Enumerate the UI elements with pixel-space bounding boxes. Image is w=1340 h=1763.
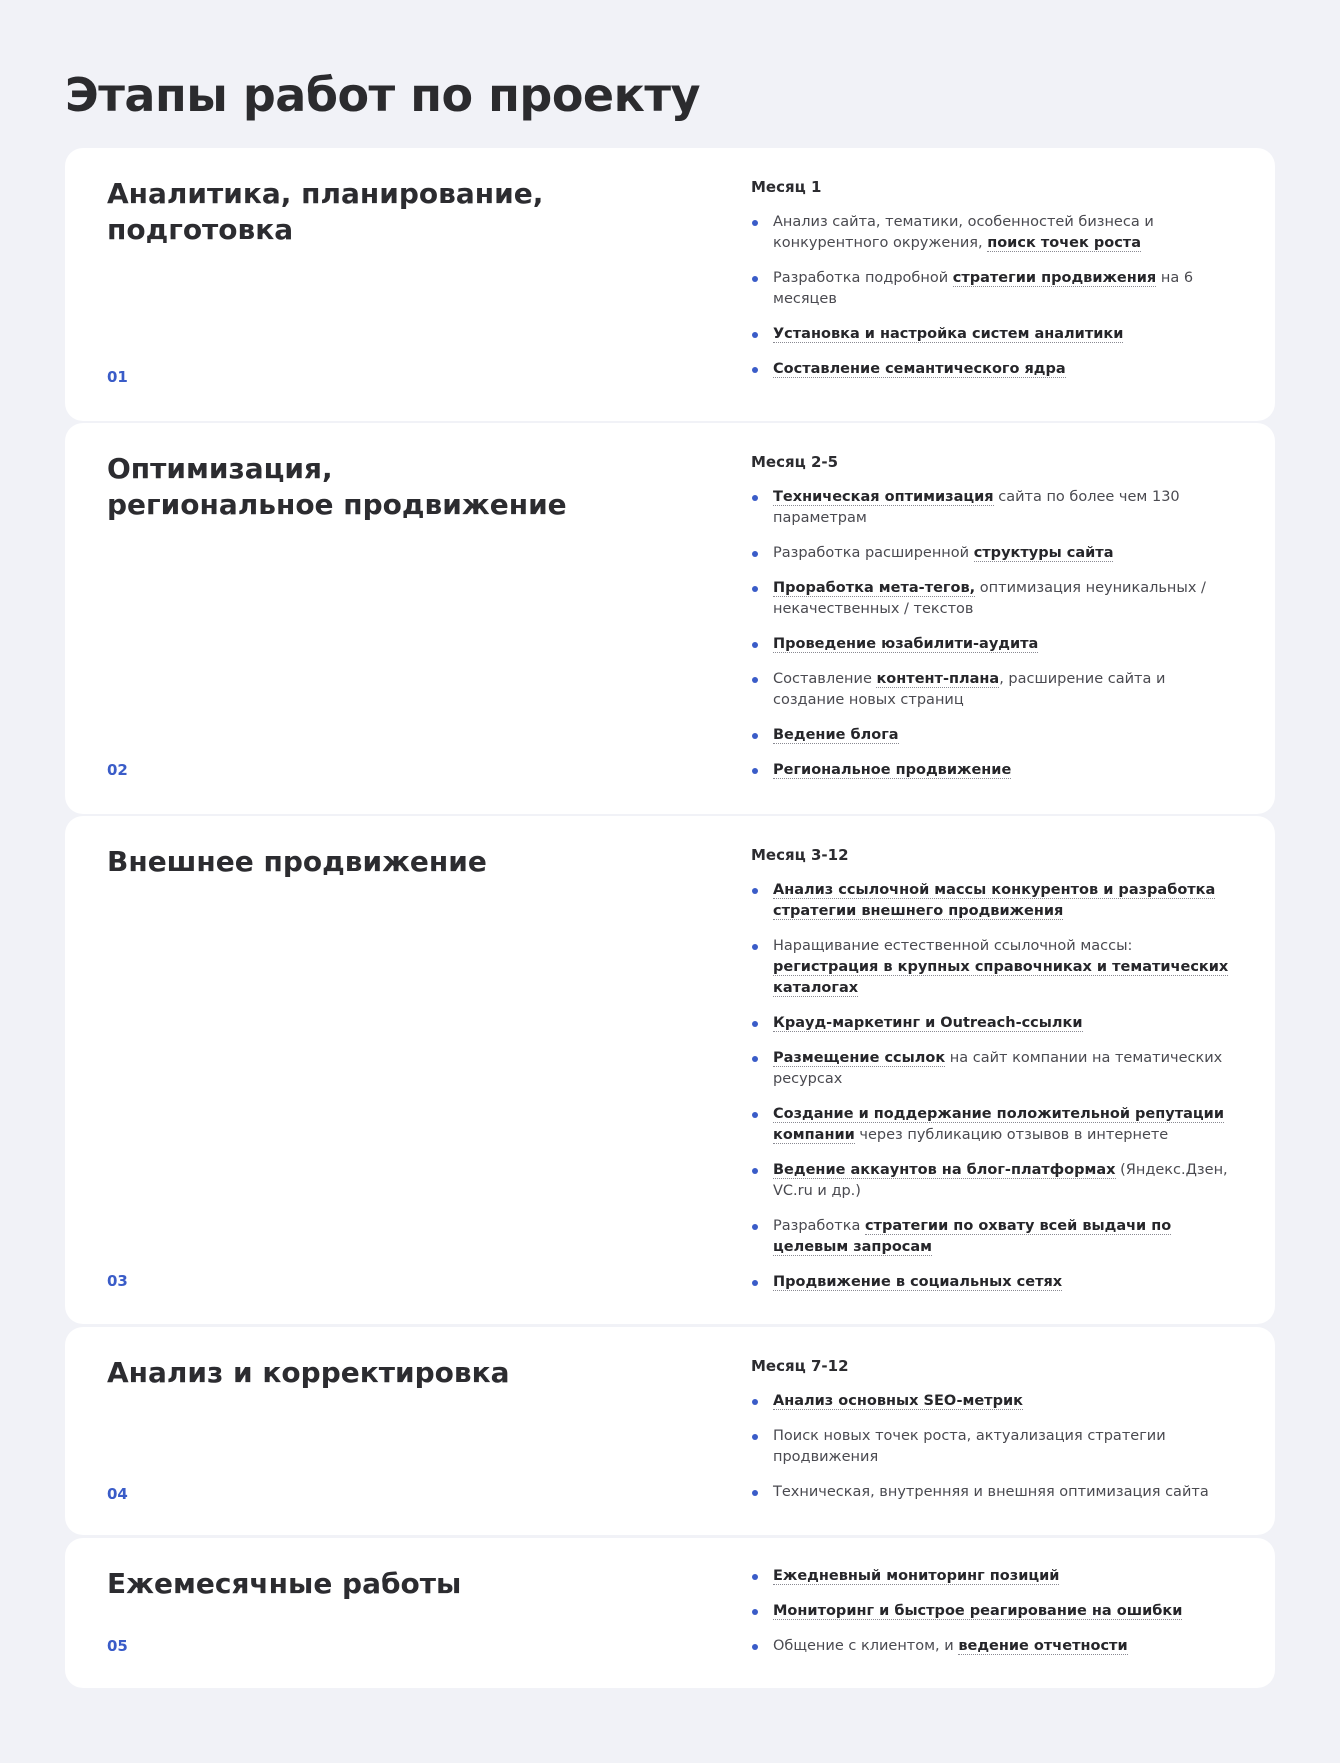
task-highlight: Размещение ссылок bbox=[773, 1050, 946, 1066]
task-highlight: регистрация в крупных справочниках и тематических каталогах bbox=[773, 959, 1229, 996]
stage-title bbox=[107, 451, 627, 523]
task-item bbox=[751, 543, 1231, 564]
task-item bbox=[751, 1048, 1231, 1090]
task-highlight: Ведение аккаунтов на блог-платформах bbox=[773, 1162, 1116, 1178]
stage-details bbox=[751, 846, 1231, 1293]
task-highlight: Составление семантического ядра bbox=[773, 361, 1066, 377]
task-highlight: Крауд-маркетинг и Outreach-ссылки bbox=[773, 1015, 1083, 1031]
task-item bbox=[751, 634, 1231, 655]
stage-month: Месяц 7-12 bbox=[751, 1357, 849, 1375]
stage-details bbox=[751, 453, 1231, 781]
stage-details bbox=[751, 1357, 1231, 1503]
task-item bbox=[751, 1013, 1231, 1034]
task-highlight: Анализ основных SEO-метрик bbox=[773, 1393, 1023, 1409]
task-highlight: Мониторинг и быстрое реагирование на ошибки bbox=[773, 1603, 1183, 1619]
task-text: на 6 месяцев bbox=[773, 270, 1194, 307]
task-highlight: Создание и поддержание положительной репутации компании bbox=[773, 1106, 1224, 1143]
task-highlight: Продвижение в социальных сетях bbox=[773, 1274, 1063, 1290]
task-item bbox=[751, 1566, 1231, 1587]
stage-number: 05 bbox=[107, 1637, 128, 1655]
task-item bbox=[751, 936, 1231, 999]
task-highlight: Анализ ссылочной массы конкурентов и разработка стратегии внешнего продвижения bbox=[773, 882, 1216, 919]
task-item bbox=[751, 1160, 1231, 1202]
stage-card-05 bbox=[65, 1538, 1275, 1688]
task-text: Наращивание естественной ссылочной массы: bbox=[773, 938, 1133, 954]
stage-number: 03 bbox=[107, 1272, 128, 1290]
stage-title-line1: Аналитика, планирование, bbox=[107, 177, 544, 210]
stage-number: 02 bbox=[107, 761, 128, 779]
task-item bbox=[751, 578, 1231, 620]
stage-task-list bbox=[751, 1566, 1231, 1657]
task-text: Поиск новых точек роста, актуализация стратегии продвижения bbox=[773, 1428, 1166, 1465]
task-text: Разработка подробной bbox=[773, 270, 953, 286]
task-item bbox=[751, 1601, 1231, 1622]
stage-month: Месяц 2-5 bbox=[751, 453, 839, 471]
task-highlight: Ведение блога bbox=[773, 727, 899, 743]
task-item bbox=[751, 1104, 1231, 1146]
stage-title bbox=[107, 844, 627, 880]
task-highlight: контент-плана bbox=[876, 671, 1000, 687]
task-item bbox=[751, 1636, 1231, 1657]
stage-title bbox=[107, 1355, 627, 1391]
task-highlight: Региональное продвижение bbox=[773, 762, 1012, 778]
task-item bbox=[751, 725, 1231, 746]
task-item bbox=[751, 1216, 1231, 1258]
task-text: оптимизация неуникальных / некачественных / текстов bbox=[773, 580, 1206, 617]
task-highlight: стратегии по охвату всей выдачи по целевым запросам bbox=[773, 1218, 1172, 1255]
stage-card-03 bbox=[65, 816, 1275, 1324]
task-item bbox=[751, 1482, 1231, 1503]
page-title: Этапы работ по проекту bbox=[65, 68, 700, 122]
task-text: на сайт компании на тематических ресурсах bbox=[773, 1050, 1223, 1087]
task-item bbox=[751, 760, 1231, 781]
task-item bbox=[751, 268, 1231, 310]
stage-title bbox=[107, 1566, 627, 1602]
task-highlight: Ежедневный мониторинг позиций bbox=[773, 1568, 1060, 1584]
stage-card-02 bbox=[65, 423, 1275, 814]
task-item bbox=[751, 1272, 1231, 1293]
stage-task-list bbox=[751, 212, 1231, 380]
stage-title-line1: Анализ и корректировка bbox=[107, 1356, 510, 1389]
task-item bbox=[751, 212, 1231, 254]
task-highlight: Техническая оптимизация bbox=[773, 489, 994, 505]
stage-month: Месяц 1 bbox=[751, 178, 822, 196]
task-text: Разработка расширенной bbox=[773, 545, 974, 561]
task-highlight: поиск точек роста bbox=[987, 235, 1141, 251]
stage-task-list bbox=[751, 880, 1231, 1293]
task-highlight: ведение отчетности bbox=[958, 1638, 1128, 1654]
task-text: Общение с клиентом, и bbox=[773, 1638, 959, 1654]
stage-details bbox=[751, 1566, 1231, 1657]
task-text: Разработка bbox=[773, 1218, 865, 1234]
task-text: через публикацию отзывов в интернете bbox=[854, 1127, 1169, 1143]
stage-title-line1: Оптимизация, bbox=[107, 452, 333, 485]
task-highlight: стратегии продвижения bbox=[952, 270, 1157, 286]
task-highlight: структуры сайта bbox=[973, 545, 1114, 561]
stage-card-01 bbox=[65, 148, 1275, 421]
task-highlight: Проработка мета-тегов, bbox=[773, 580, 976, 596]
task-item bbox=[751, 1426, 1231, 1468]
stage-title bbox=[107, 176, 627, 248]
stage-title-line1: Ежемесячные работы bbox=[107, 1567, 462, 1600]
task-highlight: Установка и настройка систем аналитики bbox=[773, 326, 1124, 342]
task-item bbox=[751, 1391, 1231, 1412]
stage-task-list bbox=[751, 487, 1231, 781]
task-item bbox=[751, 487, 1231, 529]
task-text: Техническая, внутренняя и внешняя оптимизация сайта bbox=[773, 1484, 1209, 1500]
stage-number: 01 bbox=[107, 368, 128, 386]
task-item bbox=[751, 669, 1231, 711]
task-text: сайта по более чем 130 параметрам bbox=[773, 489, 1180, 526]
stage-details bbox=[751, 178, 1231, 380]
task-text: (Яндекс.Дзен, VC.ru и др.) bbox=[773, 1162, 1228, 1199]
task-highlight: Проведение юзабилити-аудита bbox=[773, 636, 1039, 652]
stage-title-line1: Внешнее продвижение bbox=[107, 845, 487, 878]
stage-title-line2: региональное продвижение bbox=[107, 488, 567, 521]
task-item bbox=[751, 880, 1231, 922]
stage-number: 04 bbox=[107, 1485, 128, 1503]
stage-card-04 bbox=[65, 1327, 1275, 1535]
task-item bbox=[751, 324, 1231, 345]
stage-task-list bbox=[751, 1391, 1231, 1503]
task-text: Составление bbox=[773, 671, 877, 687]
stage-title-line2: подготовка bbox=[107, 213, 294, 246]
task-item bbox=[751, 359, 1231, 380]
task-text: , расширение сайта и создание новых страниц bbox=[773, 671, 1166, 708]
task-text: Анализ сайта, тематики, особенностей бизнеса и конкурентного окружения, bbox=[773, 214, 1154, 251]
stage-month: Месяц 3-12 bbox=[751, 846, 849, 864]
